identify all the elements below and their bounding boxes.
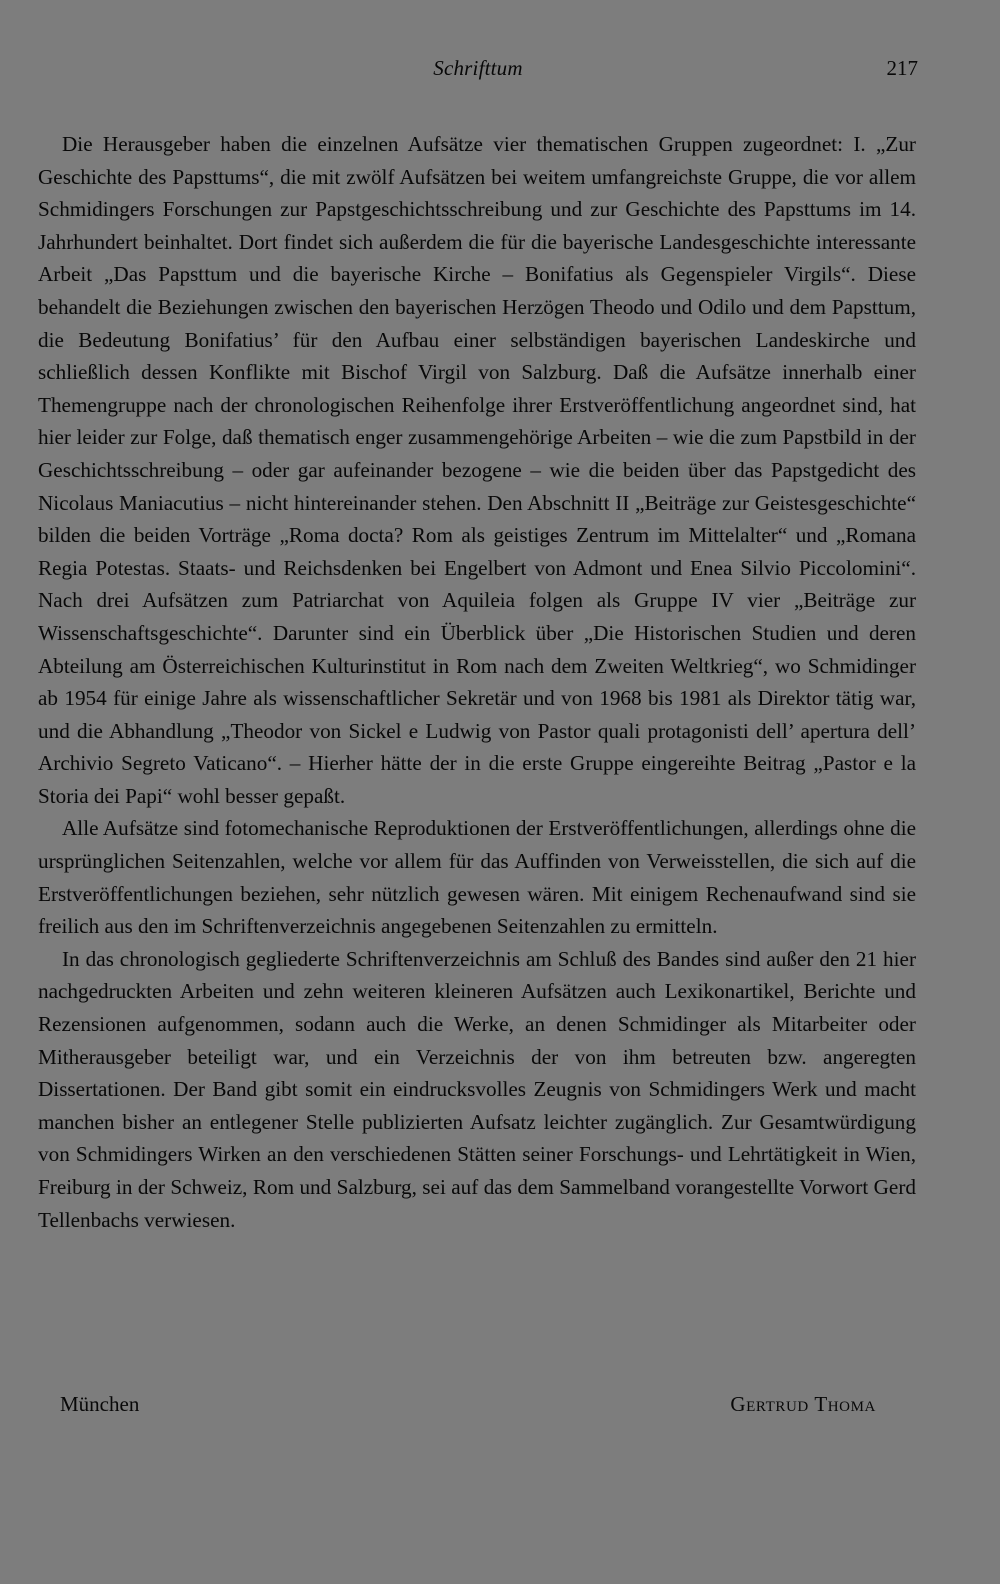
running-title: Schrifttum — [433, 56, 523, 80]
paragraph-1: Die Herausgeber haben die einzelnen Aufsätze vier thematischen Gruppen zugeordnet: I. „Zur Geschichte des Papsttums“, die mit zwölf Aufsätzen bei weitem umfangreichste Gruppe, die vor allem Schmidingers Forschungen zur Papstgeschichtsschreibung und zur Geschichte des Papsttums im 14. Jahrhundert beinhaltet. Dort findet sich außerdem die für die bayerische Landesgeschichte interessante Arbeit „Das Papsttum und die bayerische Kirche – Bonifatius als Gegenspieler Virgils“. Diese behandelt die Beziehungen zwischen den bayerischen Herzögen Theodo und Odilo und dem Papsttum, die Bedeutung Bonifatius’ für den Aufbau einer selbständigen bayerischen Landeskirche und schließlich dessen Konflikte mit Bischof Virgil von Salzburg. Daß die Aufsätze innerhalb einer Themengruppe nach der chronologischen Reihenfolge ihrer Erstveröffentlichung angeordnet sind, hat hier leider zur Folge, daß thematisch enger zusammengehörige Arbeiten – wie die zum Papstbild in der Geschichtsschreibung – oder gar aufeinander bezogene – wie die beiden über das Papstgedicht des Nicolaus Maniacutius – nicht hintereinander stehen. Den Abschnitt II „Beiträge zur Geistesgeschichte“ bilden die beiden Vorträge „Roma docta? Rom als geistiges Zentrum im Mittelalter“ und „Romana Regia Potestas. Staats- und Reichsdenken bei Engelbert von Admont und Enea Silvio Piccolomini“. Nach drei Aufsätzen zum Patriarchat von Aquileia folgen als Gruppe IV vier „Beiträge zur Wissenschaftsgeschichte“. Darunter sind ein Überblick über „Die Historischen Studien und deren Abteilung am Österreichischen Kulturinstitut in Rom nach dem Zweiten Weltkrieg“, wo Schmidinger ab 1954 für einige Jahre als wissenschaftlicher Sekretär und von 1968 bis 1981 als Direktor tätig war, und die Abhandlung „Theodor von Sickel e Ludwig von Pastor quali protagonisti dell’ apertura dell’ Archivio Segreto Vaticano“. – Hierher hätte der in die erste Gruppe eingereihte Beitrag „Pastor e la Storia dei Papi“ wohl besser gepaßt. — [38, 132, 916, 808]
paragraph-3: In das chronologisch gegliederte Schriftenverzeichnis am Schluß des Bandes sind außer den 21 hier nachgedruckten Arbeiten und zehn weiteren kleineren Aufsätzen auch Lexikonartikel, Berichte und Rezensionen aufgenommen, sodann auch die Werke, an denen Schmidinger als Mitarbeiter oder Mitherausgeber beteiligt war, und ein Verzeichnis der von ihm betreuten bzw. angeregten Dissertationen. Der Band gibt somit ein eindrucksvolles Zeugnis von Schmidingers Werk und macht manchen bisher an entlegener Stelle publizierten Aufsatz leichter zugänglich. Zur Gesamtwürdigung von Schmidingers Wirken an den verschiedenen Stätten seiner Forschungs- und Lehrtätigkeit in Wien, Freiburg in der Schweiz, Rom und Salzburg, sei auf das dem Sammelband vorangestellte Vorwort Gerd Tellenbachs verwiesen. — [38, 946, 916, 1232]
running-header — [38, 56, 918, 86]
paragraph-2: Alle Aufsätze sind fotomechanische Reproduktionen der Erstveröffentlichungen, allerdings ohne die ursprünglichen Seitenzahlen, welche vor allem für das Auffinden von Verweisstellen, die sich auf die Erstveröffentlichungen beziehen, sehr nützlich gewesen wären. Mit einigem Rechenaufwand sind sie freilich aus den im Schriftenverzeichnis angegebenen Seitenzahlen zu ermitteln. — [38, 816, 916, 939]
page-number: 217 — [886, 56, 918, 80]
signature-place: München — [60, 1392, 140, 1416]
signature-author: Gertrud Thoma — [730, 1392, 876, 1416]
body-text — [38, 128, 916, 1236]
signature-line — [38, 1392, 916, 1424]
